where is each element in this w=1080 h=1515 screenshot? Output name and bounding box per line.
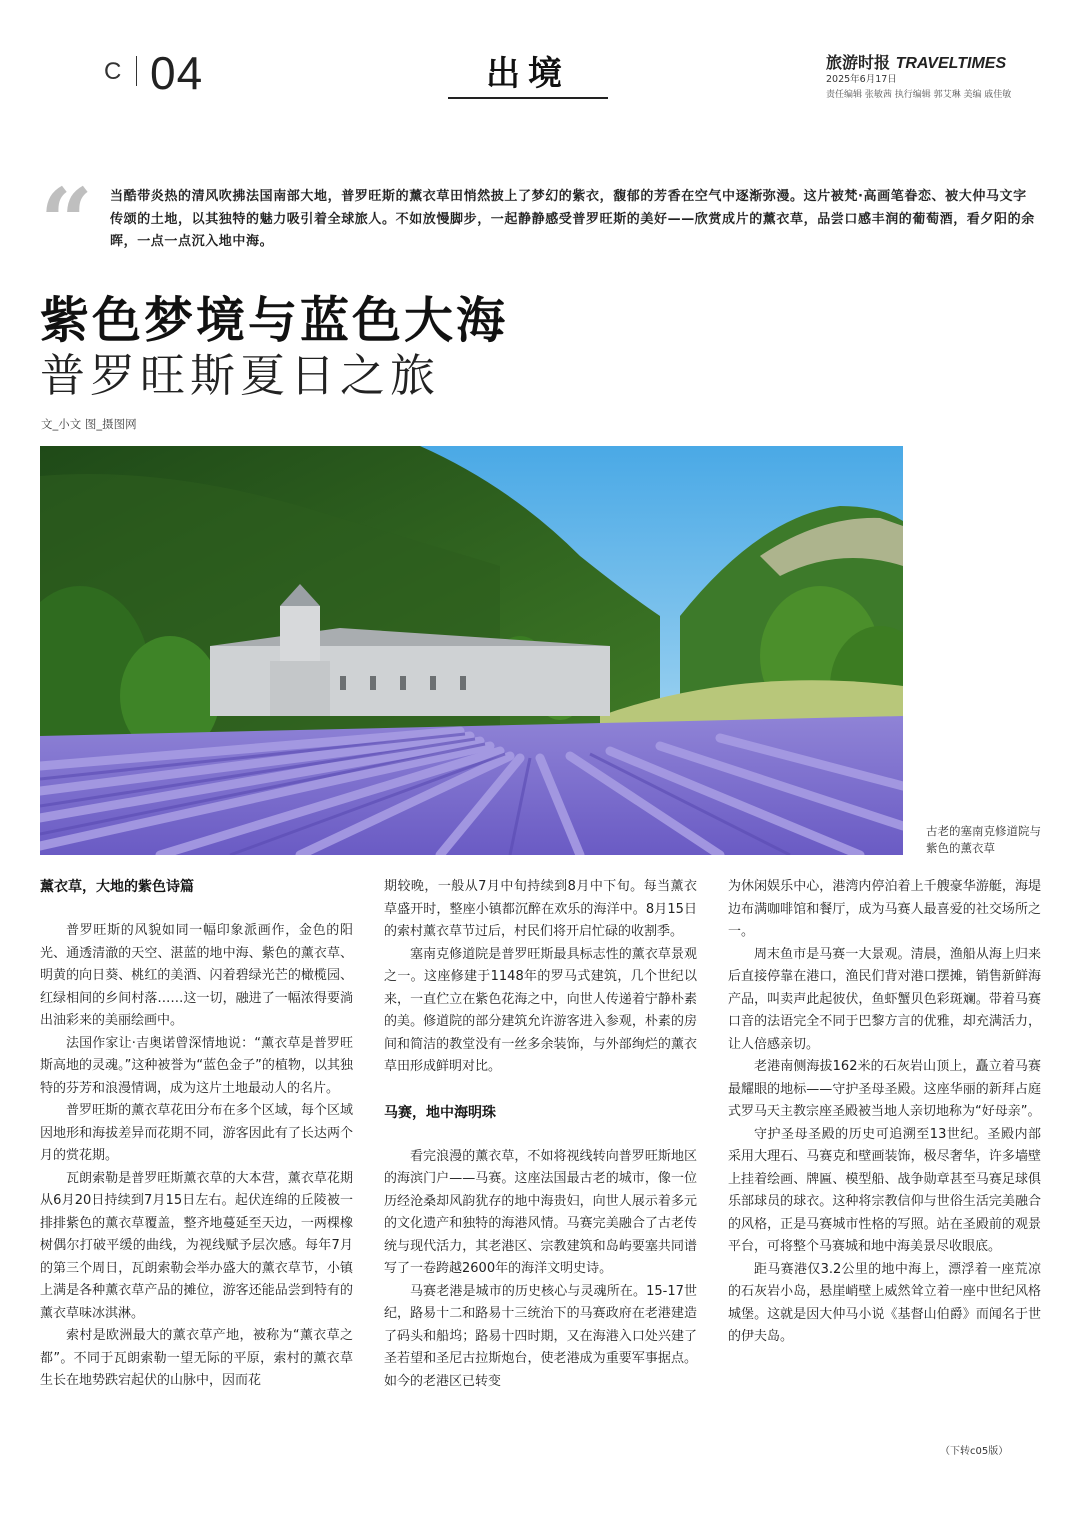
- article-column-3: [728, 876, 1041, 1349]
- paragraph: 老港南侧海拔162米的石灰岩山顶上，矗立着马赛最耀眼的地标——守护圣母圣殿。这座华丽的新拜占庭式罗马天主教宗座圣殿被当地人亲切地称为“好母亲”。: [728, 1059, 1041, 1119]
- paragraph: 瓦朗索勒是普罗旺斯薰衣草的大本营，薰衣草花期从6月20日持续到7月15日左右。起伏连绵的丘陵被一排排紫色的薰衣草覆盖，整齐地蔓延至天边，一两棵橡树偶尔打破平缓的曲线，为视线赋予层次感。每年7月的第三个周日，瓦朗索勒会举办盛大的薰衣草节，小镇上满是各种薰衣草产品的摊位，游客还能品尝到特有的薰衣草味冰淇淋。: [40, 1170, 353, 1321]
- paragraph: 为休闲娱乐中心，港湾内停泊着上千艘豪华游艇，海堤边布满咖啡馆和餐厅，成为马赛人最喜爱的社交场所之一。: [728, 879, 1041, 939]
- paragraph: 普罗旺斯的薰衣草花田分布在多个区域，每个区域因地形和海拔差异而花期不同，游客因此有了长达两个月的赏花期。: [40, 1103, 353, 1163]
- paragraph: 法国作家让·吉奥诺曾深情地说：“薰衣草是普罗旺斯高地的灵魂。”这种被誉为“蓝色金子”的植物，以其独特的芬芳和浪漫情调，成为这片土地最动人的名片。: [40, 1035, 353, 1096]
- photo-caption: 古老的塞南克修道院与紫色的薰衣草: [926, 824, 1041, 855]
- page-letter: C: [104, 58, 124, 85]
- section-heading-marseille: 马赛，地中海明珠: [384, 1104, 496, 1121]
- paragraph: 距马赛港仅3.2公里的地中海上，漂浮着一座荒凉的石灰岩小岛，悬崖峭壁上威然耸立着一座中世纪风格城堡。这就是因大仲马小说《基督山伯爵》而闻名于世的伊夫岛。: [728, 1261, 1041, 1344]
- article-title: 紫色梦境与蓝色大海: [40, 292, 509, 349]
- publication-date: 2025年6月17日: [826, 74, 897, 85]
- section-underline: [448, 97, 608, 99]
- editor-credits: 责任编辑 张敏茜 执行编辑 郭艾琳 美编 戚佳敏: [826, 90, 1012, 100]
- paragraph: 塞南克修道院是普罗旺斯最具标志性的薰衣草景观之一。这座修建于1148年的罗马式建筑，几个世纪以来，一直伫立在紫色花海之中，向世人传递着宁静朴素的美。修道院的部分建筑允许游客进入参观，朴素的房间和简洁的教堂没有一丝多余装饰，与外部绚烂的薰衣草田形成鲜明对比。: [384, 946, 697, 1074]
- masthead: [826, 50, 1006, 73]
- paragraph: 周末鱼市是马赛一大景观。清晨，渔船从海上归来后直接停靠在港口，渔民们背对港口摆摊，销售新鲜海产品，叫卖声此起彼伏，鱼虾蟹贝色彩斑斓。带着马赛口音的法语完全不同于巴黎方言的优雅，却充满活力，让人倍感亲切。: [728, 946, 1041, 1052]
- section-heading-lavender: 薰衣草，大地的紫色诗篇: [40, 879, 194, 895]
- paragraph: 普罗旺斯的风貌如同一幅印象派画作，金色的阳光、通透清澈的天空、湛蓝的地中海、紫色的薰衣草、明黄的向日葵、桃红的美酒、闪着碧绿光芒的橄榄园、红绿相间的乡间村落……这一切，融进了一幅浓得要淌出油彩来的美丽绘画中。: [40, 923, 353, 1028]
- article-column-2: [384, 876, 697, 1393]
- paragraph: 期较晚，一般从7月中旬持续到8月中下旬。每当薰衣草盛开时，整座小镇都沉醉在欢乐的海洋中。8月15日的索村薰衣草节过后，村民们将开启忙碌的收割季。: [384, 879, 697, 939]
- paragraph: 看完浪漫的薰衣草，不如将视线转向普罗旺斯地区的海滨门户——马赛。这座法国最古老的城市，像一位历经沧桑却风韵犹存的地中海贵妇，向世人展示着多元的文化遗产和独特的海港风情。马赛完美融合了古老传统与现代活力，其老港区、宗教建筑和岛屿要塞共同谱写了一卷跨越2600年的海洋文明史诗。: [384, 1148, 697, 1276]
- masthead-en: TRAVELTIMES: [895, 55, 1007, 72]
- paragraph: 索村是欧洲最大的薰衣草产地，被称为“薰衣草之都”。不同于瓦朗索勒一望无际的平原，索村的薰衣草生长在地势跌宕起伏的山脉中，因而花: [40, 1328, 353, 1388]
- photo-illustration: [40, 446, 903, 855]
- paragraph: 守护圣母圣殿的历史可追溯至13世纪。圣殿内部采用大理石、马赛克和壁画装饰，极尽奢华，许多墙壁上挂着绘画、牌匾、模型船、战争勋章甚至马赛足球俱乐部球员的球衣。这种将宗教信仰与世俗生活完美融合的风格，正是马赛城市性格的写照。站在圣殿前的观景平台，可将整个马赛城和地中海美景尽收眼底。: [728, 1126, 1041, 1254]
- lavender-abbey-photo: [40, 446, 903, 855]
- byline: 文_小文 图_摄图网: [41, 417, 137, 431]
- continued-note: （下转c05版）: [940, 1446, 1009, 1457]
- open-quote-icon: “: [40, 168, 93, 276]
- article-subtitle: 普罗旺斯夏日之旅: [40, 349, 441, 402]
- masthead-cn: 旅游时报: [826, 53, 891, 72]
- paragraph: 马赛老港是城市的历史核心与灵魂所在。15-17世纪，路易十二和路易十三统治下的马赛政府在老港建造了码头和船坞；路易十四时期，又在海港入口处兴建了圣若望和圣尼古拉斯炮台，使老港成为重要军事据点。如今的老港区已转变: [384, 1283, 697, 1389]
- intro-paragraph: 当酷带炎热的清风吹拂法国南部大地，普罗旺斯的薰衣草田悄然披上了梦幻的紫衣，馥郁的芳香在空气中逐渐弥漫。这片被梵·高画笔眷恋、被大仲马文字传颂的土地，以其独特的魅力吸引着全球旅人。不如放慢脚步，一起静静感受普罗旺斯的美好——欣赏成片的薰衣草，品尝口感丰润的葡萄酒，看夕阳的余晖，一点一点沉入地中海。: [110, 189, 1035, 249]
- page-number: 04: [150, 47, 204, 99]
- page-number-divider: [136, 56, 137, 86]
- article-column-1: [40, 876, 353, 1393]
- section-title: 出境: [486, 54, 570, 94]
